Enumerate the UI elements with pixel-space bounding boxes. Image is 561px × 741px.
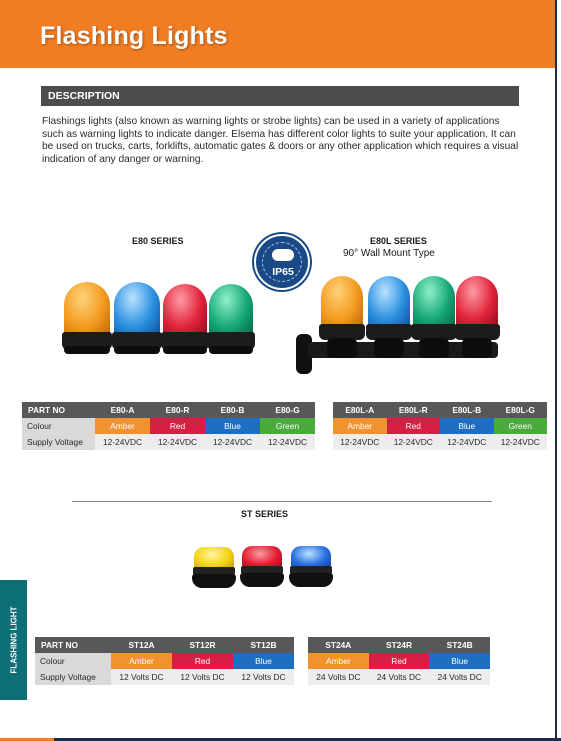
e80l-parts-table — [333, 402, 547, 450]
e80-series-title: E80 SERIES — [132, 236, 184, 246]
table-row-colour: Colour Amber Red Blue Green — [22, 418, 315, 434]
description-heading: DESCRIPTION — [48, 90, 120, 102]
table-row-colour: Amber Red Blue — [308, 653, 490, 669]
table-row-voltage: Supply Voltage 12-24VDC 12-24VDC 12-24VDC 12-24VDC — [22, 434, 315, 450]
header-band — [0, 0, 556, 68]
table-row-voltage: Supply Voltage 12 Volts DC 12 Volts DC 12 Volts DC — [35, 669, 294, 685]
table-row-colour: Colour Amber Red Blue — [35, 653, 294, 669]
st12-parts-table — [35, 637, 294, 685]
e80l-series-subtitle: 90° Wall Mount Type — [343, 248, 435, 259]
table-row-voltage: 12-24VDC 12-24VDC 12-24VDC 12-24VDC — [333, 434, 547, 450]
e80-parts-table — [22, 402, 315, 450]
section-divider — [72, 501, 492, 502]
e80l-series-title: E80L SERIES — [370, 236, 427, 246]
page-title: Flashing Lights — [40, 22, 228, 50]
side-section-tab — [0, 580, 27, 700]
table-row-colour: Amber Red Blue Green — [333, 418, 547, 434]
table-header-row: ST24A ST24R ST24B — [308, 637, 490, 653]
cloud-icon — [272, 249, 294, 261]
page-edge-rule — [555, 0, 557, 741]
description-text: Flashings lights (also known as warning lights or strobe lights) can be used in a variety of applications such as warning lights to indicate danger. Elsema has different color lights to suite your application. It can be used on trucks, carts, forklifts, automatic gates & doors or any other application which requires a visual indication of any danger or warning. — [42, 116, 519, 165]
st-series-title: ST SERIES — [241, 509, 289, 519]
st24-parts-table — [308, 637, 490, 685]
table-header-row: PART NO E80-A E80-R E80-B E80-G — [22, 402, 315, 418]
table-row-voltage: 24 Volts DC 24 Volts DC 24 Volts DC — [308, 669, 490, 685]
table-header-row: E80L-A E80L-R E80L-B E80L-G — [333, 402, 547, 418]
side-tab-label: FLASHING LIGHT — [9, 606, 19, 674]
description-heading-bar — [41, 86, 519, 106]
table-header-row: PART NO ST12A ST12R ST12B — [35, 637, 294, 653]
ip65-badge: IP65 — [254, 234, 310, 290]
